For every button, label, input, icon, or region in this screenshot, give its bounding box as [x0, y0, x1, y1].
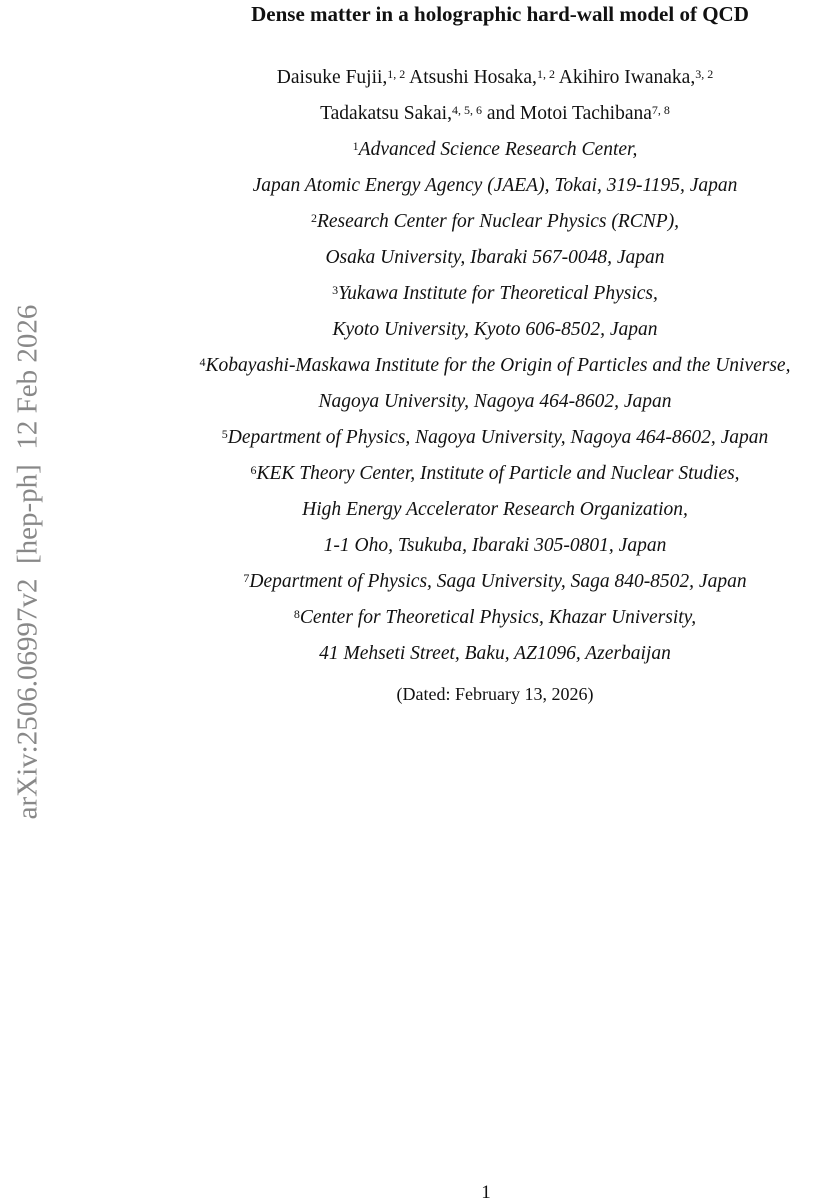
affiliation-line [150, 138, 836, 162]
authors-line-1 [150, 66, 836, 90]
arxiv-identifier: arXiv:2506.06997v2 [hep-ph] 12 Feb 2026 [11, 304, 44, 820]
affiliation-line [150, 354, 836, 378]
affiliation-line [150, 534, 836, 558]
author: Daisuke Fujii,$^{1, 2}$ [276, 67, 406, 88]
affiliation-number: 5 [221, 427, 228, 441]
affiliation-line [150, 606, 836, 630]
affiliation-text: Kyoto University, Kyoto 606-8502, Japan [332, 319, 658, 340]
affiliation-number: 3 [332, 283, 339, 297]
affiliation-line [150, 318, 836, 342]
paper-title: Dense matter in a holographic hard-wall model of QCD [251, 2, 749, 26]
affiliation-number: 4 [199, 355, 206, 369]
affiliation-number: 2 [310, 211, 317, 225]
author: Akihiro Iwanaka,$^{3, 2}$ [558, 67, 714, 88]
affiliation-line [150, 570, 836, 594]
affiliation-line [150, 462, 836, 486]
affiliation-text: High Energy Accelerator Research Organization, [302, 499, 688, 520]
affiliation-text: Osaka University, Ibaraki 567-0048, Japan [325, 247, 665, 268]
affiliation-text: Research Center for Nuclear Physics (RCNP), [316, 211, 680, 232]
affiliation-number: 6 [250, 463, 257, 477]
affiliation-number: 8 [293, 607, 300, 621]
affiliation-text: 1-1 Oho, Tsukuba, Ibaraki 305-0801, Japan [323, 535, 667, 556]
affiliation-text: Center for Theoretical Physics, Khazar University, [299, 607, 697, 628]
affiliation-text: Yukawa Institute for Theoretical Physics, [338, 283, 658, 304]
author: Tadakatsu Sakai,$^{4, 5, 6}$ [320, 103, 482, 124]
affiliation-text: 41 Mehseti Street, Baku, AZ1096, Azerbaijan [319, 643, 671, 664]
affiliation-line [150, 174, 836, 198]
affiliation-text: Japan Atomic Energy Agency (JAEA), Tokai, 319-1195, Japan [252, 175, 738, 196]
affiliation-text: KEK Theory Center, Institute of Particle and Nuclear Studies, [256, 463, 740, 484]
dated-line: (Dated: February 13, 2026) [396, 684, 594, 704]
affiliation-number: 7 [243, 571, 250, 585]
affiliation-line [150, 426, 836, 450]
author: Atsushi Hosaka,$^{1, 2}$ [409, 67, 555, 88]
affiliation-line [150, 282, 836, 306]
affiliation-text: Nagoya University, Nagoya 464-8602, Japan [318, 391, 672, 412]
affiliation-line [150, 642, 836, 666]
affiliation-number: 1 [352, 139, 359, 153]
affiliation-text: Advanced Science Research Center, [358, 139, 638, 160]
authors-line-2 [150, 102, 836, 126]
affiliation-line [150, 390, 836, 414]
affiliation-line [150, 246, 836, 270]
affiliation-text: Department of Physics, Saga University, Saga 840-8502, Japan [249, 571, 747, 592]
affiliation-text: Department of Physics, Nagoya University, Nagoya 464-8602, Japan [227, 427, 769, 448]
author: and Motoi Tachibana$^{7, 8}$ [486, 103, 670, 124]
page-number: 1 [481, 1182, 491, 1203]
affiliation-line [150, 210, 836, 234]
affiliation-text: Kobayashi-Maskawa Institute for the Origin of Particles and the Universe, [205, 355, 791, 376]
affiliation-line [150, 498, 836, 522]
